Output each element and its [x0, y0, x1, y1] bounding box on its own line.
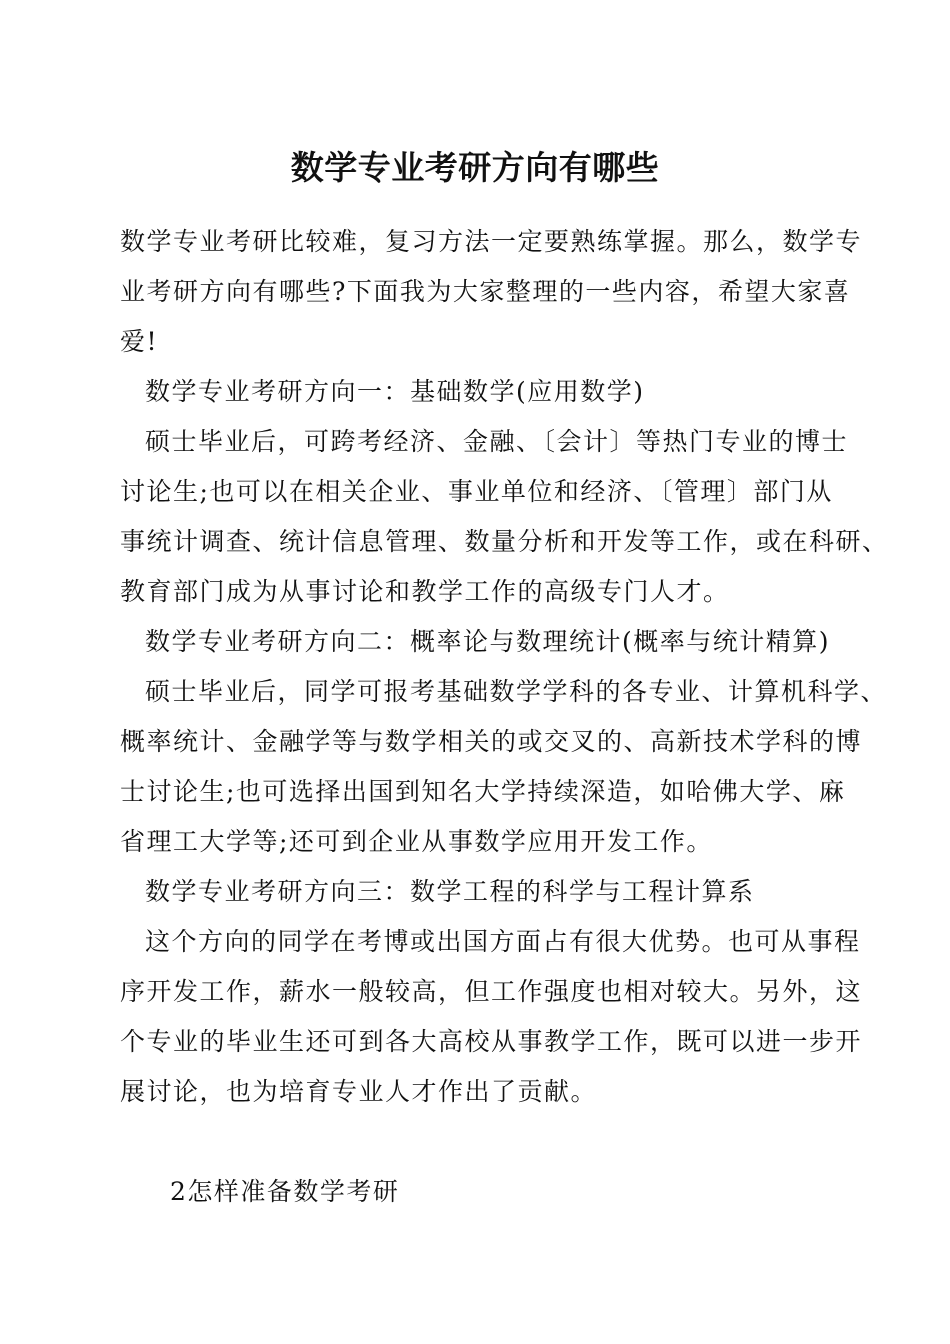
paragraph-line: 爱!	[120, 327, 159, 356]
section-heading: 2怎样准备数学考研	[170, 1177, 400, 1206]
paragraph-line: 业考研方向有哪些?下面我为大家整理的一些内容，希望大家喜	[120, 277, 851, 306]
paragraph-line: 数学专业考研比较难，复习方法一定要熟练掌握。那么，数学专	[120, 227, 863, 256]
direction-heading-3: 数学专业考研方向三：数学工程的科学与工程计算系	[145, 877, 755, 906]
page-title: 数学专业考研方向有哪些	[290, 148, 660, 187]
paragraph-line: 讨论生;也可以在相关企业、事业单位和经济、〔管理〕部门从	[120, 477, 833, 506]
direction-heading-1: 数学专业考研方向一：基础数学(应用数学)	[145, 377, 645, 406]
paragraph-line: 士讨论生;也可选择出国到知名大学持续深造，如哈佛大学、麻	[120, 777, 846, 806]
paragraph-line: 硕士毕业后，同学可报考基础数学学科的各专业、计算机科学、	[145, 677, 888, 706]
paragraph-line: 硕士毕业后，可跨考经济、金融、〔会计〕等热门专业的博士	[145, 427, 849, 456]
paragraph-line: 序开发工作，薪水一般较高，但工作强度也相对较大。另外，这	[120, 977, 863, 1006]
paragraph-line: 这个方向的同学在考博或出国方面占有很大优势。也可从事程	[145, 927, 861, 956]
paragraph-line: 概率统计、金融学等与数学相关的或交叉的、高新技术学科的博	[120, 727, 863, 756]
paragraph-line: 展讨论，也为培育专业人才作出了贡献。	[120, 1077, 598, 1106]
paragraph-line: 个专业的毕业生还可到各大高校从事教学工作，既可以进一步开	[120, 1027, 863, 1056]
paragraph-line: 省理工大学等;还可到企业从事数学应用开发工作。	[120, 827, 713, 856]
paragraph-line: 事统计调查、统计信息管理、数量分析和开发等工作，或在科研、	[120, 527, 889, 556]
direction-heading-2: 数学专业考研方向二：概率论与数理统计(概率与统计精算)	[145, 627, 831, 656]
paragraph-line: 教育部门成为从事讨论和教学工作的高级专门人才。	[120, 577, 730, 606]
